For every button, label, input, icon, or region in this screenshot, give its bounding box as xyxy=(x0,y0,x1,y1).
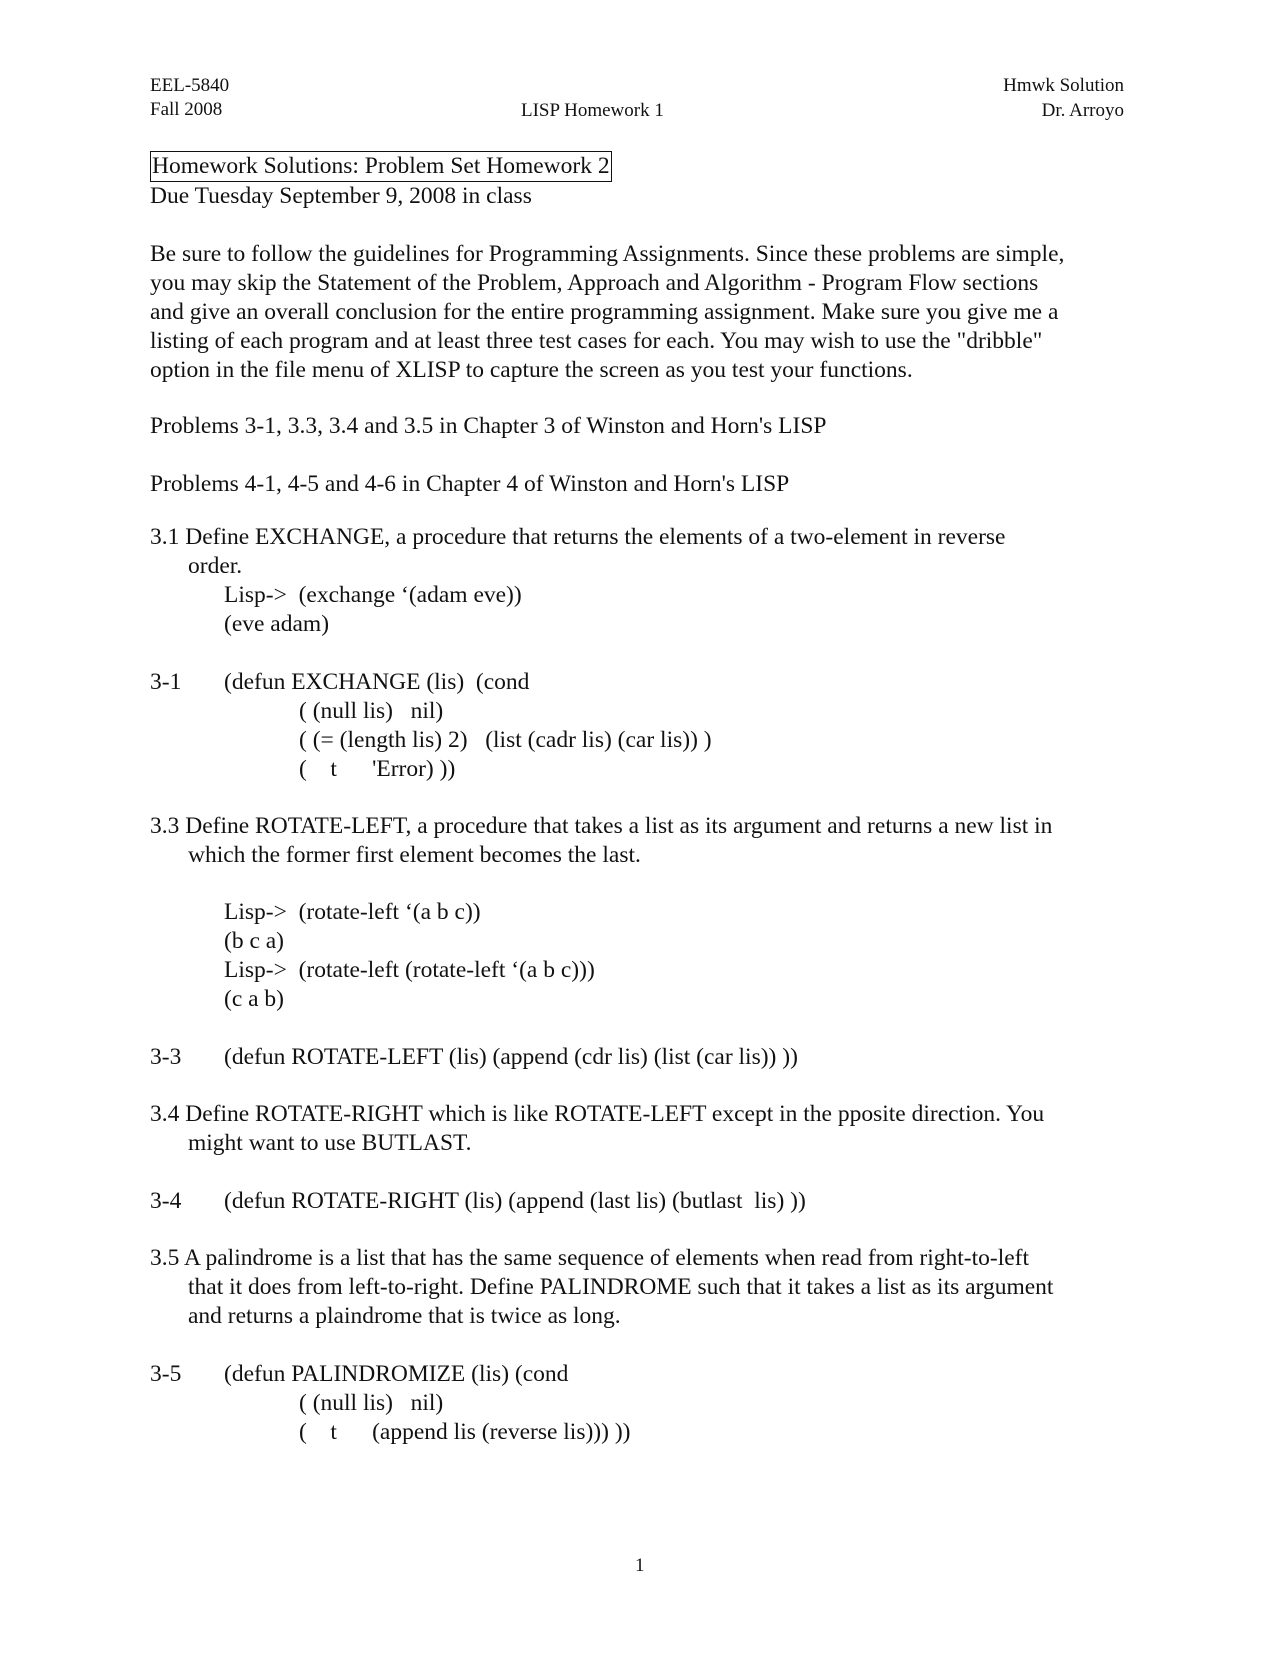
solution-label: 3-5 xyxy=(150,1361,182,1387)
problem-3-5-text: and returns a plaindrome that is twice as long. xyxy=(188,1303,621,1329)
code-line: (defun ROTATE-RIGHT (lis) (append (last lis) (butlast lis) )) xyxy=(224,1188,806,1214)
code-line: ( t 'Error) )) xyxy=(299,756,456,782)
code-line: ( (= (length lis) 2) (list (cadr lis) (car lis)) ) xyxy=(299,727,712,753)
problem-3-3-text: which the former first element becomes the last. xyxy=(188,842,641,868)
page-title: Homework Solutions: Problem Set Homework 2 xyxy=(150,151,612,182)
code-line: (defun ROTATE-LEFT (lis) (append (cdr lis) (list (car lis)) )) xyxy=(224,1044,798,1070)
code-line: (defun PALINDROMIZE (lis) (cond xyxy=(224,1361,569,1387)
example-output: (c a b) xyxy=(224,986,285,1012)
code-line: ( (null lis) nil) xyxy=(299,698,444,724)
intro-line: listing of each program and at least three test cases for each. You may wish to use the "dribble" xyxy=(150,328,1043,354)
due-date: Due Tuesday September 9, 2008 in class xyxy=(150,183,532,209)
problem-3-1-text: order. xyxy=(188,553,243,579)
problems-ch4: Problems 4-1, 4-5 and 4-6 in Chapter 4 of Winston and Horn's LISP xyxy=(150,471,790,497)
course-code: EEL-5840 xyxy=(150,75,230,96)
intro-line: you may skip the Statement of the Problem, Approach and Algorithm - Program Flow sections xyxy=(150,270,1039,296)
example-input: Lisp-> (exchange ‘(adam eve)) xyxy=(224,582,522,608)
solution-label: 3-3 xyxy=(150,1044,182,1070)
doc-type: Hmwk Solution xyxy=(1003,75,1124,96)
intro-line: option in the file menu of XLISP to capture the screen as you test your functions. xyxy=(150,357,913,383)
instructor: Dr. Arroyo xyxy=(1041,100,1124,121)
example-output: (b c a) xyxy=(224,928,285,954)
problems-ch3: Problems 3-1, 3.3, 3.4 and 3.5 in Chapter 3 of Winston and Horn's LISP xyxy=(150,413,827,439)
code-line: ( t (append lis (reverse lis))) )) xyxy=(299,1419,631,1445)
problem-3-1-text: 3.1 Define EXCHANGE, a procedure that returns the elements of a two-element in reverse xyxy=(150,524,1006,550)
solution-label: 3-4 xyxy=(150,1188,182,1214)
problem-3-5-text: that it does from left-to-right. Define PALINDROME such that it takes a list as its argument xyxy=(188,1274,1054,1300)
intro-line: and give an overall conclusion for the entire programming assignment. Make sure you give me a xyxy=(150,299,1059,325)
solution-label: 3-1 xyxy=(150,669,182,695)
code-line: ( (null lis) nil) xyxy=(299,1390,444,1416)
problem-3-4-text: 3.4 Define ROTATE-RIGHT which is like ROTATE-LEFT except in the pposite direction. You xyxy=(150,1101,1045,1127)
problem-3-5-text: 3.5 A palindrome is a list that has the same sequence of elements when read from right-to-left xyxy=(150,1245,1030,1271)
problem-3-3-text: 3.3 Define ROTATE-LEFT, a procedure that takes a list as its argument and returns a new list in xyxy=(150,813,1053,839)
page-number: 1 xyxy=(635,1555,645,1576)
semester: Fall 2008 xyxy=(150,99,223,120)
example-input: Lisp-> (rotate-left (rotate-left ‘(a b c))) xyxy=(224,957,595,983)
problem-3-4-text: might want to use BUTLAST. xyxy=(188,1130,472,1156)
intro-line: Be sure to follow the guidelines for Programming Assignments. Since these problems are simple, xyxy=(150,241,1065,267)
doc-header-center: LISP Homework 1 xyxy=(521,100,664,121)
example-input: Lisp-> (rotate-left ‘(a b c)) xyxy=(224,899,481,925)
example-output: (eve adam) xyxy=(224,611,330,637)
code-line: (defun EXCHANGE (lis) (cond xyxy=(224,669,530,695)
